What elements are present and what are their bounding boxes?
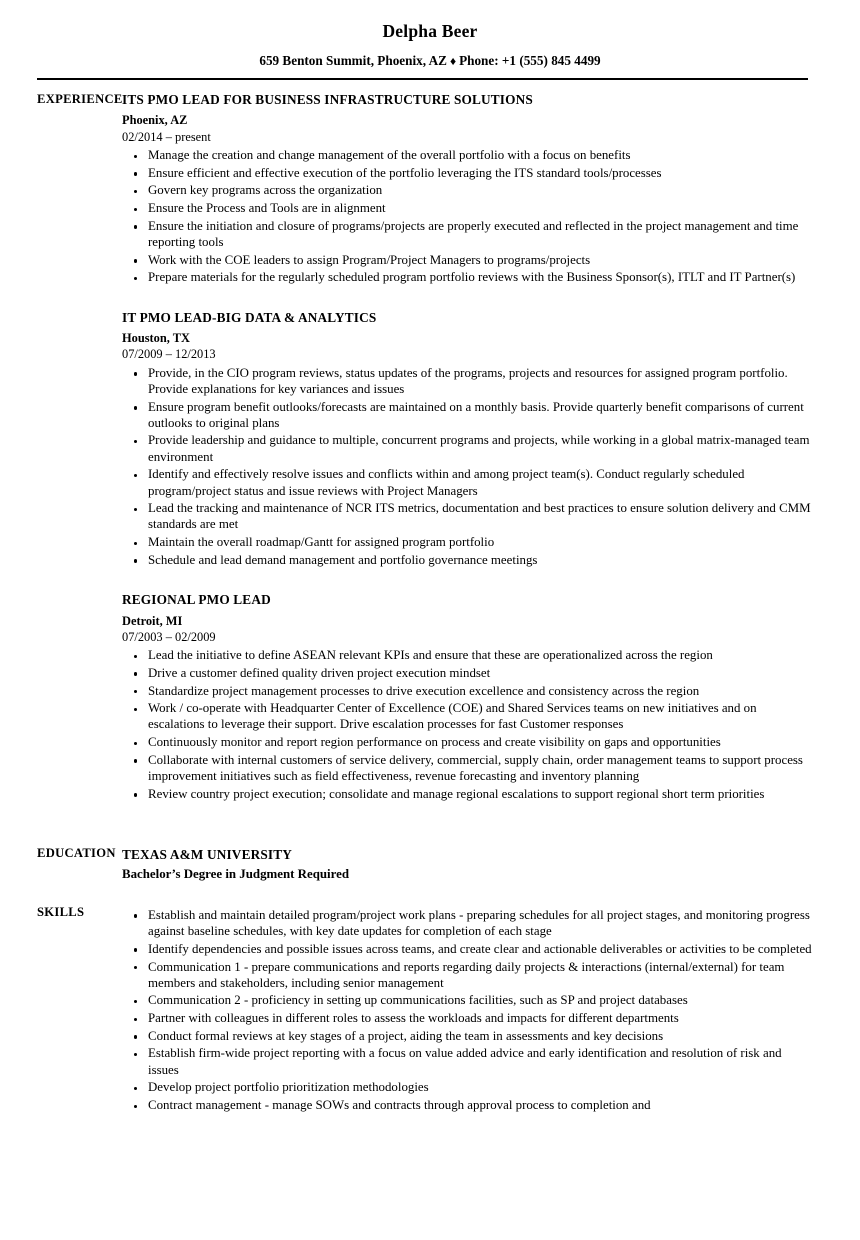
section-education [0, 846, 860, 883]
job-location: Houston, TX [122, 331, 190, 346]
job-title: ITS PMO LEAD FOR BUSINESS INFRASTRUCTURE SOLUTIONS [122, 91, 533, 107]
list-item: Provide leadership and guidance to multiple, concurrent programs and projects, while working in a global matrix-managed team environment [122, 432, 815, 464]
list-item: Ensure the Process and Tools are in alignment [122, 200, 815, 216]
job-bullet-list [122, 365, 815, 568]
list-item: Govern key programs across the organization [122, 182, 815, 198]
spacer-before-skills [0, 883, 860, 905]
experience-entry [122, 92, 815, 286]
list-item: Identify dependencies and possible issues across teams, and create clear and actionable deliverables or activities to be completed [122, 941, 815, 957]
spacer-after-header [0, 80, 860, 92]
list-item: Establish and maintain detailed program/project work plans - preparing schedules for all project stages, and monitoring progress against baseline schedules, with key date updates for completion of each stage [122, 907, 815, 939]
list-item: Lead the tracking and maintenance of NCR ITS metrics, documentation and best practices to ensure solution delivery and CMM standards are met [122, 500, 815, 532]
list-item: Provide, in the CIO program reviews, status updates of the programs, projects and resources for assigned program portfolio. Provide explanations for key variances and issues [122, 365, 815, 397]
list-item: Drive a customer defined quality driven project execution mindset [122, 665, 815, 681]
list-item: Lead the initiative to define ASEAN relevant KPIs and ensure that these are operationalized across the region [122, 647, 815, 663]
list-item: Schedule and lead demand management and portfolio governance meetings [122, 552, 815, 568]
job-dates: 07/2003 – 02/2009 [122, 629, 216, 644]
section-experience [0, 92, 860, 802]
section-label-experience: EXPERIENCE [37, 91, 123, 106]
diamond-separator-icon: ♦ [449, 54, 457, 69]
contact-phone: Phone: +1 (555) 845 4499 [459, 53, 601, 69]
education-body [122, 846, 860, 883]
experience-entry [122, 310, 815, 568]
job-bullet-list [122, 147, 815, 286]
spacer-before-education [0, 802, 860, 846]
list-item: Standardize project management processes to drive execution excellence and consistency across the region [122, 683, 815, 699]
list-item: Identify and effectively resolve issues and conflicts within and among project team(s). Conduct regularly scheduled program/project status and issue reviews with Project Managers [122, 466, 815, 498]
list-item: Partner with colleagues in different roles to assess the workloads and impacts for different departments [122, 1010, 815, 1026]
job-title: REGIONAL PMO LEAD [122, 591, 271, 607]
section-label-education: EDUCATION [37, 845, 116, 860]
candidate-name: Delpha Beer [382, 21, 478, 41]
list-item: Ensure program benefit outlooks/forecasts are maintained on a monthly basis. Provide quarterly benefit comparisons of current outlooks to original plans [122, 399, 815, 431]
job-bullet-list [122, 647, 815, 802]
job-location: Detroit, MI [122, 613, 183, 628]
job-title: IT PMO LEAD-BIG DATA & ANALYTICS [122, 309, 377, 325]
job-dates: 07/2009 – 12/2013 [122, 347, 216, 362]
list-item: Contract management - manage SOWs and contracts through approval process to completion and [122, 1097, 815, 1113]
list-item: Conduct formal reviews at key stages of a project, aiding the team in assessments and key decisions [122, 1028, 815, 1044]
contact-line [0, 54, 860, 69]
list-item: Communication 1 - prepare communications and reports regarding daily projects & interactions (internal/external) for team members and stakeholders, including senior management [122, 959, 815, 991]
list-item: Work / co-operate with Headquarter Center of Excellence (COE) and Shared Services teams on new initiatives and on escalations to leverage their support. Drive escalation processes for fast Customer responses [122, 700, 815, 732]
skills-bullet-list [122, 907, 815, 1113]
list-item: Maintain the overall roadmap/Gantt for assigned program portfolio [122, 534, 815, 550]
job-location: Phoenix, AZ [122, 113, 188, 128]
list-item: Work with the COE leaders to assign Program/Project Managers to programs/projects [122, 252, 815, 268]
resume-header [0, 0, 860, 80]
job-dates: 02/2014 – present [122, 129, 211, 144]
list-item: Manage the creation and change management of the overall portfolio with a focus on benefits [122, 147, 815, 163]
list-item: Ensure the initiation and closure of programs/projects are properly executed and reflected in the project management and time reporting tools [122, 218, 815, 250]
education-degree: Bachelor’s Degree in Judgment Required [122, 867, 349, 882]
list-item: Review country project execution; consolidate and manage regional escalations to support regional short term priorities [122, 786, 815, 802]
list-item: Prepare materials for the regularly scheduled program portfolio reviews with the Business Sponsor(s), ITLT and IT Partner(s) [122, 269, 815, 285]
list-item: Collaborate with internal customers of service delivery, commercial, supply chain, order management teams to support process improvement initiatives such as field effectiveness, revenue forecasting and inventory planning [122, 752, 815, 784]
experience-entry [122, 592, 815, 802]
skills-body [122, 905, 860, 1113]
contact-address: 659 Benton Summit, Phoenix, AZ [259, 53, 447, 69]
section-label-skills: SKILLS [37, 904, 85, 919]
education-school: TEXAS A&M UNIVERSITY [122, 846, 292, 862]
experience-body [122, 92, 860, 802]
list-item: Continuously monitor and report region performance on process and create visibility on gaps and opportunities [122, 734, 815, 750]
list-item: Ensure efficient and effective execution of the portfolio leveraging the ITS standard tools/processes [122, 165, 815, 181]
list-item: Develop project portfolio prioritization methodologies [122, 1079, 815, 1095]
section-skills [0, 905, 860, 1113]
list-item: Communication 2 - proficiency in setting up communications facilities, such as SP and project databases [122, 992, 815, 1008]
list-item: Establish firm-wide project reporting with a focus on value added advice and early identification and resolution of risk and issues [122, 1045, 815, 1077]
